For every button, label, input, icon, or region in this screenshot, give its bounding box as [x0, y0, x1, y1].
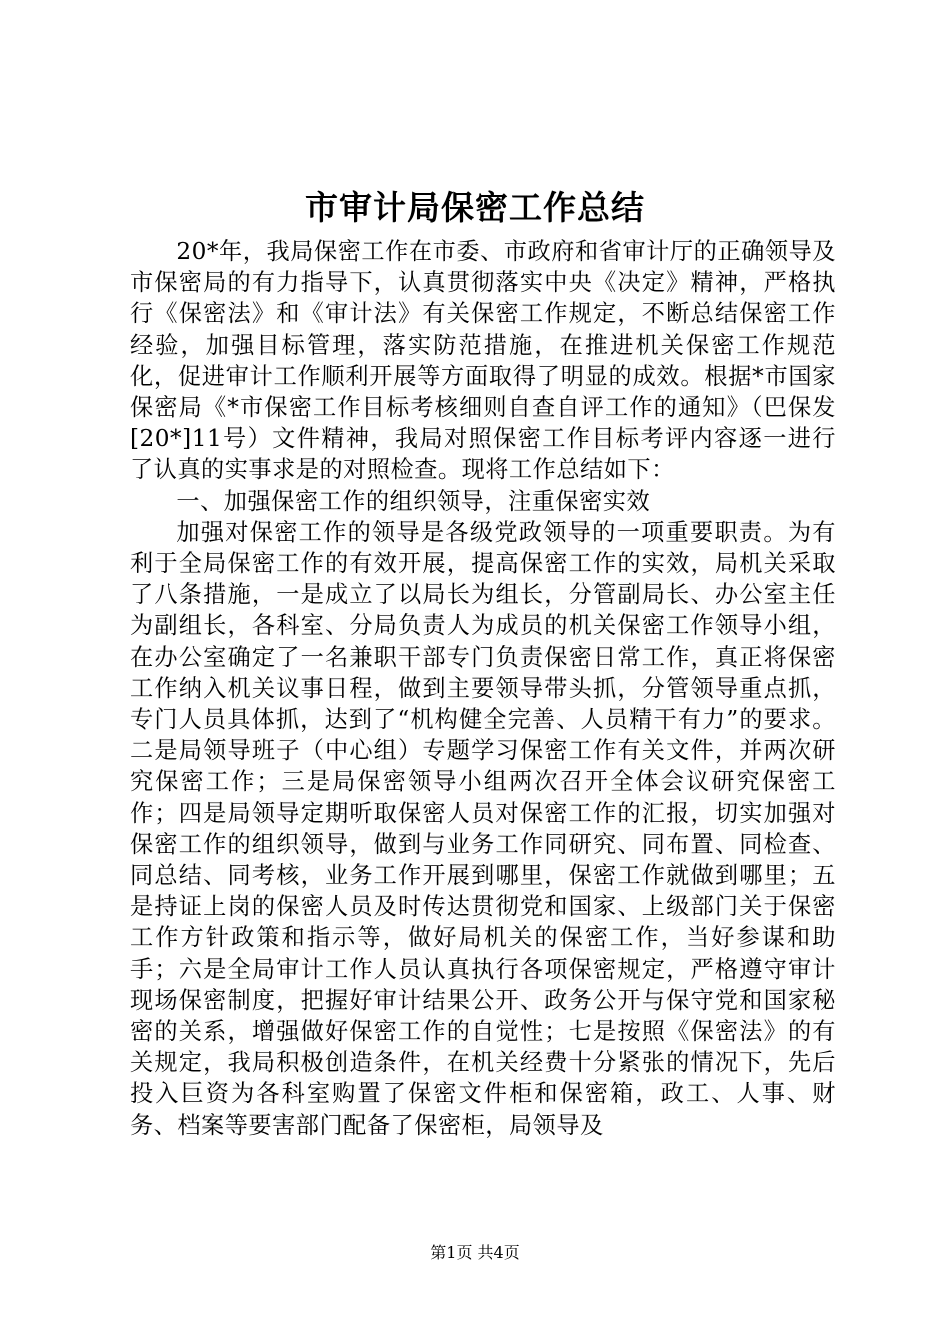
- page-footer: 第1页 共4页: [430, 1243, 520, 1262]
- document-body: [130, 236, 836, 1141]
- paragraph-intro: 20*年，我局保密工作在市委、市政府和省审计厅的正确领导及市保密局的有力指导下，认真贯彻落实中央《决定》精神，严格执行《保密法》和《审计法》有关保密工作规定，不断总结保密工作经验，加强目标管理，落实防范措施，在推进机关保密工作规范化，促进审计工作顺利开展等方面取得了明显的成效。根据*市国家保密局《*市保密工作目标考核细则自查自评工作的通知》（巴保发[20*]11号）文件精神，我局对照保密工作目标考评内容逐一进行了认真的实事求是的对照检查。现将工作总结如下：: [130, 238, 836, 484]
- section-heading-1: 一、加强保密工作的组织领导，注重保密实效: [176, 487, 651, 515]
- document-title: 市审计局保密工作总结: [305, 188, 645, 227]
- paragraph-section-1: 加强对保密工作的领导是各级党政领导的一项重要职责。为有利于全局保密工作的有效开展，提高保密工作的实效，局机关采取了八条措施，一是成立了以局长为组长，分管副局长、办公室主任为副组长，各科室、分局负责人为成员的机关保密工作领导小组，在办公室确定了一名兼职干部专门负责保密日常工作，真正将保密工作纳入机关议事日程，做到主要领导带头抓，分管领导重点抓，专门人员具体抓，达到了“机构健全完善、人员精干有力”的要求。二是局领导班子（中心组）专题学习保密工作有关文件，并两次研究保密工作；三是局保密领导小组两次召开全体会议研究保密工作；四是局领导定期听取保密人员对保密工作的汇报，切实加强对保密工作的组织领导，做到与业务工作同研究、同布置、同检查、同总结、同考核，业务工作开展到哪里，保密工作就做到哪里；五是持证上岗的保密人员及时传达贯彻党和国家、上级部门关于保密工作方针政策和指示等，做好局机关的保密工作，当好参谋和助手；六是全局审计工作人员认真执行各项保密规定，严格遵守审计现场保密制度，把握好审计结果公开、政务公开与保守党和国家秘密的关系，增强做好保密工作的自觉性；七是按照《保密法》的有关规定，我局积极创造条件，在机关经费十分紧张的情况下，先后投入巨资为各科室购置了保密文件柜和保密箱，政工、人事、财务、档案等要害部门配备了保密柜，局领导及: [130, 518, 836, 1139]
